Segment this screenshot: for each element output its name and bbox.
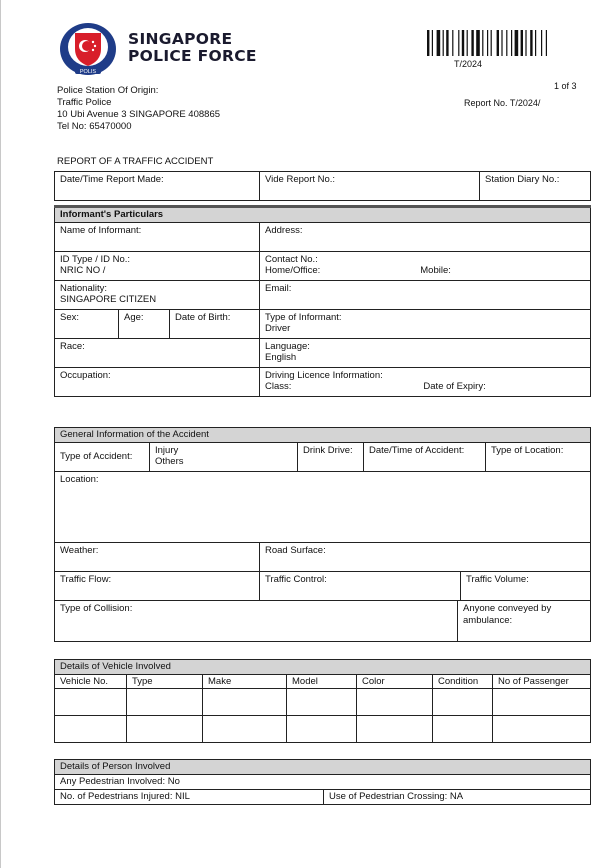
language-cell xyxy=(260,338,591,367)
id-label: ID Type / ID No.: xyxy=(60,253,131,265)
vehicle-column-header: Color xyxy=(357,674,433,689)
station-diary-label: Station Diary No.: xyxy=(485,174,560,185)
traffic-volume-cell xyxy=(461,572,591,601)
barcode-bar xyxy=(432,30,433,56)
vehicle-column-header: Condition xyxy=(433,674,493,689)
pedestrians-injured: No. of Pedestrians Injured: NIL xyxy=(60,790,190,802)
barcode-bar xyxy=(501,30,502,56)
barcode-bar xyxy=(521,30,523,56)
barcode-bar xyxy=(530,30,532,56)
conditions-table xyxy=(54,542,591,601)
vehicle-cell xyxy=(357,689,433,716)
licence-values xyxy=(265,381,585,393)
language-value: English xyxy=(265,352,297,363)
ambulance-label-line2: ambulance: xyxy=(463,614,513,626)
vehicle-column-header: No of Passenger xyxy=(493,674,591,689)
accident-type-value2: Others xyxy=(155,456,184,467)
id-value: NRIC NO / xyxy=(60,265,106,276)
contact-label: Contact No.: xyxy=(265,253,318,265)
informant-name-cell xyxy=(55,222,260,251)
page-edge xyxy=(0,0,1,868)
barcode-bar xyxy=(471,30,473,56)
weather-cell xyxy=(55,543,260,572)
informant-type-label: Type of Informant: xyxy=(265,311,342,323)
nationality-value: SINGAPORE CITIZEN xyxy=(60,294,157,305)
report-title: REPORT OF A TRAFFIC ACCIDENT xyxy=(57,156,214,167)
contact-values xyxy=(265,265,585,277)
collision-table xyxy=(54,600,591,642)
barcode-bar xyxy=(476,30,480,56)
page-counter: 1 of 3 xyxy=(554,81,577,91)
barcode-bar xyxy=(525,30,526,56)
barcode xyxy=(425,30,585,56)
vide-report-cell xyxy=(260,172,480,201)
licence-cell xyxy=(260,367,591,396)
vehicle-header-row xyxy=(55,674,591,689)
licence-expiry-label: Date of Expiry: xyxy=(423,381,486,392)
vehicle-cell xyxy=(493,716,591,743)
station-origin xyxy=(57,85,220,133)
age-cell xyxy=(119,309,170,338)
nationality-label: Nationality: xyxy=(60,282,107,294)
report-number: Report No. T/2024/ xyxy=(464,98,541,108)
vehicle-column-header: Model xyxy=(287,674,357,689)
pedestrians-injured-cell xyxy=(55,789,324,804)
barcode-bar xyxy=(458,30,459,56)
general-section-title: General Information of the Accident xyxy=(55,428,591,443)
vehicle-cell xyxy=(287,689,357,716)
accident-type-label: Type of Accident: xyxy=(60,450,133,462)
location-type-cell xyxy=(486,442,591,471)
vehicle-cell xyxy=(287,716,357,743)
vehicle-row xyxy=(55,716,591,743)
barcode-bar xyxy=(446,30,448,56)
informant-id-cell xyxy=(55,251,260,280)
pedestrian-crossing: Use of Pedestrian Crossing: NA xyxy=(329,790,464,802)
barcode-bar xyxy=(535,30,536,56)
vehicle-cell xyxy=(127,716,203,743)
vehicle-cell xyxy=(55,716,127,743)
pedestrian-involved: Any Pedestrian Involved: No xyxy=(60,775,180,787)
origin-line1: Police Station Of Origin: xyxy=(57,85,159,96)
vehicle-column-header: Type xyxy=(127,674,203,689)
location-type-label: Type of Location: xyxy=(491,444,564,456)
barcode-bar xyxy=(462,30,464,56)
drink-drive-cell xyxy=(298,442,364,471)
vehicle-row xyxy=(55,689,591,716)
race-label: Race: xyxy=(60,340,85,352)
vehicle-column-header: Vehicle No. xyxy=(55,674,127,689)
vehicle-cell xyxy=(203,689,287,716)
person-section-title: Details of Person Involved xyxy=(55,760,591,775)
vehicle-section-title: Details of Vehicle Involved xyxy=(55,660,591,675)
sex-cell xyxy=(55,309,119,338)
barcode-bar xyxy=(427,30,429,56)
origin-line2: Traffic Police xyxy=(57,97,112,108)
race-cell xyxy=(55,338,260,367)
vehicle-table xyxy=(54,659,591,743)
dob-cell xyxy=(170,309,260,338)
traffic-flow-label: Traffic Flow: xyxy=(60,574,112,585)
accident-type-cell xyxy=(55,442,150,471)
informant-name-label: Name of Informant: xyxy=(60,224,142,236)
email-label: Email: xyxy=(265,282,292,294)
informant-address-cell xyxy=(260,222,591,251)
general-info-table xyxy=(54,427,591,543)
location-label: Location: xyxy=(60,473,99,485)
licence-label: Driving Licence Information: xyxy=(265,369,383,381)
police-crest-logo xyxy=(55,19,121,77)
org-name xyxy=(128,31,257,65)
accident-type-value-cell xyxy=(150,442,298,471)
collision-cell xyxy=(55,601,458,642)
barcode-bar xyxy=(546,30,547,56)
barcode-ref: T/2024 xyxy=(454,59,483,69)
barcode-bar xyxy=(467,30,468,56)
informant-contact-cell xyxy=(260,251,591,280)
origin-line4: Tel No: 65470000 xyxy=(57,121,132,132)
informant-type-value: Driver xyxy=(265,323,291,334)
sex-label: Sex: xyxy=(60,311,80,323)
nationality-cell xyxy=(55,280,260,309)
age-label: Age: xyxy=(124,311,144,323)
vehicle-cell xyxy=(493,689,591,716)
email-cell xyxy=(260,280,591,309)
road-surface-cell xyxy=(260,543,591,572)
badge-text: POLIS xyxy=(79,69,97,75)
station-diary-cell xyxy=(480,172,591,201)
traffic-control-label: Traffic Control: xyxy=(265,574,327,585)
informant-address-label: Address: xyxy=(265,224,303,236)
barcode-bar xyxy=(541,30,542,56)
informant-type-cell xyxy=(260,309,591,338)
informant-table xyxy=(54,205,591,397)
report-meta-table xyxy=(54,171,591,201)
accident-datetime-label: Date/Time of Accident: xyxy=(369,444,465,456)
road-surface-label: Road Surface: xyxy=(265,545,326,556)
language-label: Language: xyxy=(265,340,310,352)
occupation-label: Occupation: xyxy=(60,369,111,381)
vehicle-column-header: Make xyxy=(203,674,287,689)
barcode-bar xyxy=(506,30,507,56)
vehicle-cell xyxy=(127,689,203,716)
origin-line3: 10 Ubi Avenue 3 SINGAPORE 408865 xyxy=(57,109,221,120)
report-datetime-label: Date/Time Report Made: xyxy=(60,174,164,185)
vehicle-cell xyxy=(433,689,493,716)
report-datetime-cell xyxy=(55,172,260,201)
traffic-flow-cell xyxy=(55,572,260,601)
barcode-bar xyxy=(515,30,519,56)
mobile-label: Mobile: xyxy=(420,265,451,276)
vehicle-cell xyxy=(203,716,287,743)
accident-datetime-cell xyxy=(364,442,486,471)
occupation-cell xyxy=(55,367,260,396)
org-name-line1: SINGAPORE xyxy=(128,30,233,48)
ambulance-cell xyxy=(458,601,591,642)
vide-report-label: Vide Report No.: xyxy=(265,174,336,185)
org-name-line2: POLICE FORCE xyxy=(128,47,257,65)
vehicle-cell xyxy=(55,689,127,716)
traffic-volume-label: Traffic Volume: xyxy=(466,574,529,585)
home-office-label: Home/Office: xyxy=(265,265,321,276)
ambulance-label-line1: Anyone conveyed by xyxy=(463,603,552,614)
barcode-bar xyxy=(452,30,453,56)
vehicle-cell xyxy=(433,716,493,743)
person-table xyxy=(54,759,591,805)
pedestrian-involved-cell xyxy=(55,774,591,789)
location-cell xyxy=(55,471,591,542)
pedestrian-crossing-cell xyxy=(324,789,591,804)
barcode-bar xyxy=(482,30,483,56)
drink-drive-label: Drink Drive: xyxy=(303,444,353,456)
informant-section-title: Informant's Particulars xyxy=(55,207,591,223)
collision-label: Type of Collision: xyxy=(60,603,133,614)
barcode-bar xyxy=(443,30,444,56)
traffic-control-cell xyxy=(260,572,461,601)
weather-label: Weather: xyxy=(60,545,99,556)
barcode-bar xyxy=(437,30,441,56)
vehicle-cell xyxy=(357,716,433,743)
barcode-bar xyxy=(491,30,492,56)
licence-class-label: Class: xyxy=(265,381,292,392)
barcode-bar xyxy=(511,30,512,56)
dob-label: Date of Birth: xyxy=(175,311,231,323)
barcode-bar xyxy=(497,30,499,56)
barcode-bar xyxy=(487,30,488,56)
accident-type-value1: Injury xyxy=(155,444,179,456)
